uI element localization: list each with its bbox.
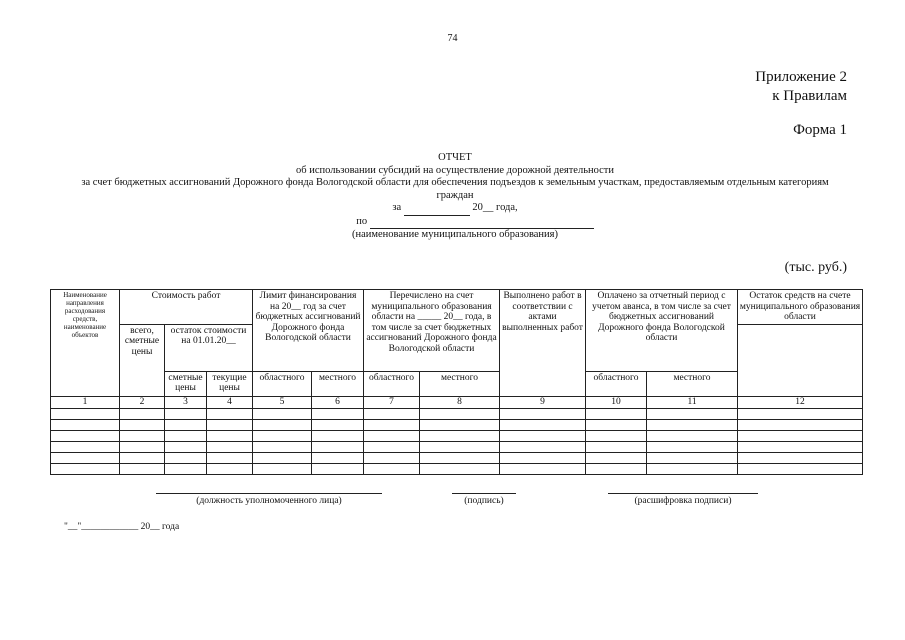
header-paid: Оплачено за отчетный период с учетом аванса, в том числе за счет бюджетных ассигнований Дорожного фонда Вологодской области — [586, 290, 738, 372]
col-num: 2 — [120, 396, 165, 408]
header-paid-regional: областного — [586, 371, 647, 396]
table-row — [51, 452, 863, 463]
appendix-line-2: к Правилам — [772, 88, 847, 104]
header-cost-current: текущие цены — [207, 371, 253, 396]
report-subtitle-3: граждан — [436, 189, 474, 201]
decoding-signature-field: (расшифровка подписи) — [608, 493, 758, 506]
page-number: 74 — [447, 33, 458, 44]
col-num: 4 — [207, 396, 253, 408]
table-row — [51, 441, 863, 452]
header-rest: Остаток средств на счете муниципального образования области — [738, 290, 863, 325]
col-num: 1 — [51, 396, 120, 408]
report-table — [50, 289, 863, 475]
report-period — [60, 202, 850, 216]
position-signature-field: (должность уполномоченного лица) — [156, 493, 382, 506]
report-municipality — [100, 216, 850, 230]
date-line: "__"____________ 20__ года — [64, 522, 180, 532]
header-name: Наименование направления расходования средств, наименование объектов — [51, 290, 120, 397]
table-row — [51, 430, 863, 441]
report-subtitle-1: об использовании субсидий на осуществление дорожной деятельности — [295, 164, 614, 176]
period-prefix: за — [392, 202, 402, 213]
report-title: ОТЧЕТ — [438, 152, 472, 163]
header-transferred-regional: областного — [364, 371, 420, 396]
col-num: 7 — [364, 396, 420, 408]
col-num: 8 — [420, 396, 500, 408]
signature-field: (подпись) — [452, 493, 516, 506]
period-year: 20__ года, — [472, 202, 518, 213]
municipality-blank — [370, 216, 594, 230]
header-cost-rest: остаток стоимости на 01.01.20__ — [165, 324, 253, 371]
header-transferred: Перечислено на счет муниципального образования области на _____ 20__ года, в том числе за счет бюджетных ассигнований Дорожного фонда Вологодской области — [364, 290, 500, 372]
col-num: 5 — [253, 396, 312, 408]
table-row — [51, 463, 863, 474]
table-row — [51, 408, 863, 419]
units-label: (тыс. руб.) — [784, 260, 847, 275]
col-num: 9 — [500, 396, 586, 408]
report-title-block — [60, 152, 850, 242]
header-limit-regional: областного — [253, 371, 312, 396]
report-subtitle-2: за счет бюджетных ассигнований Дорожного фонда Вологодской области для обеспечения подъездов к земельным участкам, предоставляемым отдельным категориям — [81, 177, 829, 188]
col-num: 3 — [165, 396, 207, 408]
header-paid-local: местного — [647, 371, 738, 396]
municipality-caption: (наименование муниципального образования) — [351, 229, 559, 240]
header-cost: Стоимость работ — [120, 290, 253, 325]
table-row — [51, 419, 863, 430]
column-number-row — [51, 396, 863, 408]
header-rest-blank — [738, 324, 863, 396]
header-limit: Лимит финансирования на 20__ год за счет бюджетных ассигнований Дорожного фонда Вологодской области — [253, 290, 364, 372]
col-num: 11 — [647, 396, 738, 408]
by-prefix: по — [356, 215, 368, 227]
header-transferred-local: местного — [420, 371, 500, 396]
col-num: 10 — [586, 396, 647, 408]
col-num: 6 — [312, 396, 364, 408]
header-done: Выполнено работ в соответствии с актами выполненных работ — [500, 290, 586, 397]
form-number: Форма 1 — [793, 122, 847, 138]
header-limit-local: местного — [312, 371, 364, 396]
col-num: 12 — [738, 396, 863, 408]
period-blank — [404, 202, 470, 216]
header-cost-estimate: сметные цены — [165, 371, 207, 396]
header-cost-total: всего, сметные цены — [120, 324, 165, 396]
appendix-line-1: Приложение 2 — [755, 69, 847, 85]
appendix-heading — [755, 68, 847, 106]
